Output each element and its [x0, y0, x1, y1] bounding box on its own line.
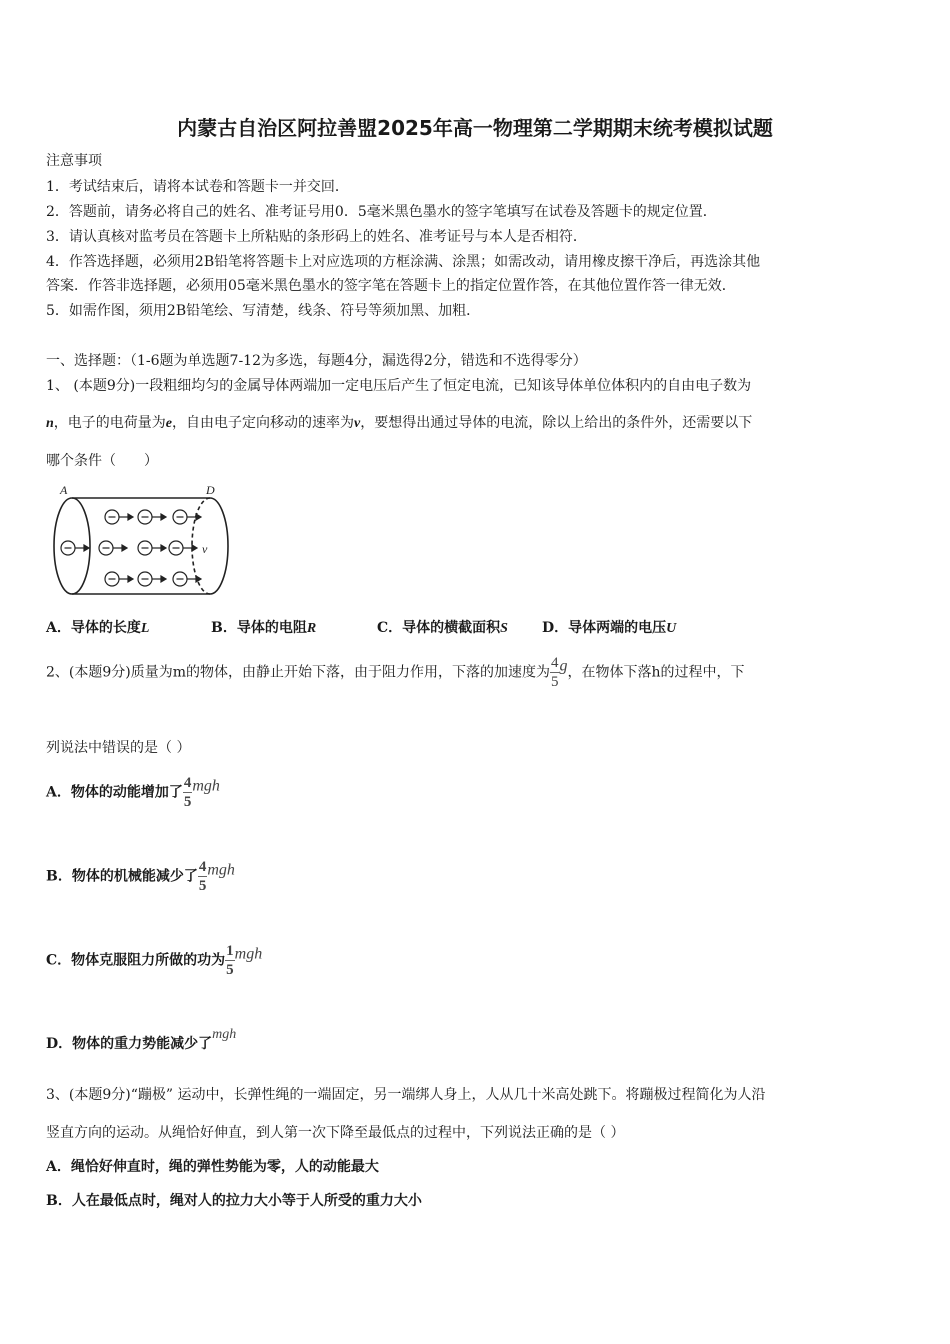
q2-text: 2、(本题9分)质量为m的物体，由静止开始下落，由于阻力作用，下落的加速度为: [46, 664, 551, 681]
option-text: C．导体的横截面积: [377, 620, 501, 636]
fraction: [183, 775, 193, 810]
option-text: D．导体两端的电压: [542, 620, 667, 636]
option-text: A．物体的动能增加了: [46, 784, 183, 801]
math-mgh: mgh: [212, 1027, 237, 1042]
q2-option-c[interactable]: [46, 943, 262, 978]
q3-option-b[interactable]: B．人在最低点时，绳对人的拉力大小等于人所受的重力大小: [46, 1193, 422, 1209]
q2-line2: 列说法中错误的是（ ）: [46, 740, 191, 756]
q2-text: ，在物体下落h的过程中，下: [567, 664, 745, 681]
arrow-head: [161, 514, 166, 520]
var-e: e: [165, 416, 173, 431]
var-n: n: [46, 416, 54, 431]
q1-option-c[interactable]: [377, 618, 508, 639]
arrow-head: [122, 545, 127, 551]
frac-den: 5: [198, 878, 207, 894]
label-d: D: [206, 483, 215, 497]
q3-line1: 3、(本题9分)“蹦极” 运动中，长弹性绳的一端固定，另一端绑人身上，人从几十米高处跳下。将蹦极过程简化为人沿: [46, 1087, 766, 1103]
frac-num: 1: [226, 943, 234, 959]
conductor-right-end: [210, 498, 228, 594]
var-v: v: [354, 416, 361, 431]
frac-den: 5: [183, 794, 192, 810]
math-mgh: mgh: [207, 861, 235, 879]
arrow-head: [196, 514, 201, 520]
option-text: C．物体克服阻力所做的功为: [46, 952, 226, 969]
q2-option-a[interactable]: [46, 775, 220, 810]
frac-num: 4: [551, 655, 559, 671]
q1-option-b[interactable]: [211, 618, 316, 639]
math-mgh: mgh: [234, 945, 263, 963]
q1-line2: [46, 413, 752, 434]
notice-item: 2．答题前，请务必将自己的姓名、准考证号用0．5毫米黑色墨水的签字笔填写在试卷及答题卡的规定位置．: [46, 204, 717, 220]
q1-text: ，要想得出通过导体的电流，除以上给出的条件外，还需要以下: [360, 415, 753, 431]
option-text: D．物体的重力势能减少了: [46, 1036, 213, 1052]
arrow-head: [128, 576, 133, 582]
option-var: S: [500, 621, 508, 636]
q1-line3: 哪个条件（ ）: [46, 453, 158, 469]
page-title: 内蒙古自治区阿拉善盟2025年高一物理第二学期期末统考模拟试题: [177, 116, 773, 140]
frac-num: 4: [183, 775, 192, 791]
q2-line1: [46, 655, 745, 690]
q1-line1: 1、 (本题9分)一段粗细均匀的金属导体两端加一定电压后产生了恒定电流，已知该导体单位体积内的自由电子数为: [46, 378, 752, 394]
arrow-head: [161, 576, 166, 582]
notice-item: 答案．作答非选择题，必须用05毫米黑色墨水的签字笔在答题卡上的指定位置作答，在其他位置作答一律无效．: [46, 278, 736, 294]
fraction: [225, 943, 235, 978]
option-var: U: [666, 621, 677, 636]
notice-item: 4．作答选择题，必须用2B铅笔将答题卡上对应选项的方框涂满、涂黑；如需改动，请用橡皮擦干净后，再选涂其他: [46, 254, 761, 270]
q2-option-d[interactable]: [46, 1024, 236, 1054]
q1-text: ，电子的电荷量为: [53, 415, 166, 431]
q3-line2: 竖直方向的运动。从绳恰好伸直，到人第一次下降至最低点的过程中，下列说法正确的是（ ）: [46, 1125, 625, 1141]
conductor-figure: [50, 480, 240, 598]
option-var: L: [140, 621, 150, 636]
arrow-head: [128, 514, 133, 520]
label-a: A: [60, 483, 68, 497]
arrow-head: [84, 545, 89, 551]
q1-option-a[interactable]: [46, 618, 149, 639]
fraction: [550, 655, 560, 690]
label-v: v: [202, 542, 208, 556]
q3-option-a[interactable]: A．绳恰好伸直时，绳的弹性势能为零，人的动能最大: [46, 1159, 379, 1175]
notice-item: 1．考试结束后，请将本试卷和答题卡一并交回．: [46, 179, 349, 195]
option-var: R: [306, 621, 317, 636]
notice-item: 5．如需作图，须用2B铅笔绘、写清楚，线条、符号等须加黑、加粗．: [46, 303, 481, 319]
frac-den: 5: [551, 674, 559, 690]
q1-option-d[interactable]: [542, 618, 676, 639]
fraction: [198, 859, 208, 894]
math-g: g: [559, 657, 568, 675]
q2-option-b[interactable]: [46, 859, 235, 894]
notice-item: 3．请认真核对监考员在答题卡上所粘贴的条形码上的姓名、准考证号与本人是否相符．: [46, 229, 587, 245]
arrow-head: [161, 545, 166, 551]
notice-heading: 注意事项: [46, 153, 102, 169]
option-text: B．导体的电阻: [211, 620, 307, 636]
q1-text: ，自由电子定向移动的速率为: [172, 415, 355, 431]
section-heading: 一、选择题：（1-6题为单选题7-12为多选，每题4分，漏选得2分，错选和不选得零分）: [46, 353, 587, 369]
option-text: B．物体的机械能减少了: [46, 868, 198, 885]
frac-den: 5: [226, 962, 234, 978]
math-mgh: mgh: [192, 777, 220, 795]
arrow-head: [192, 545, 197, 551]
arrow-head: [196, 576, 201, 582]
frac-num: 4: [198, 859, 207, 875]
option-text: A．导体的长度: [46, 620, 141, 636]
